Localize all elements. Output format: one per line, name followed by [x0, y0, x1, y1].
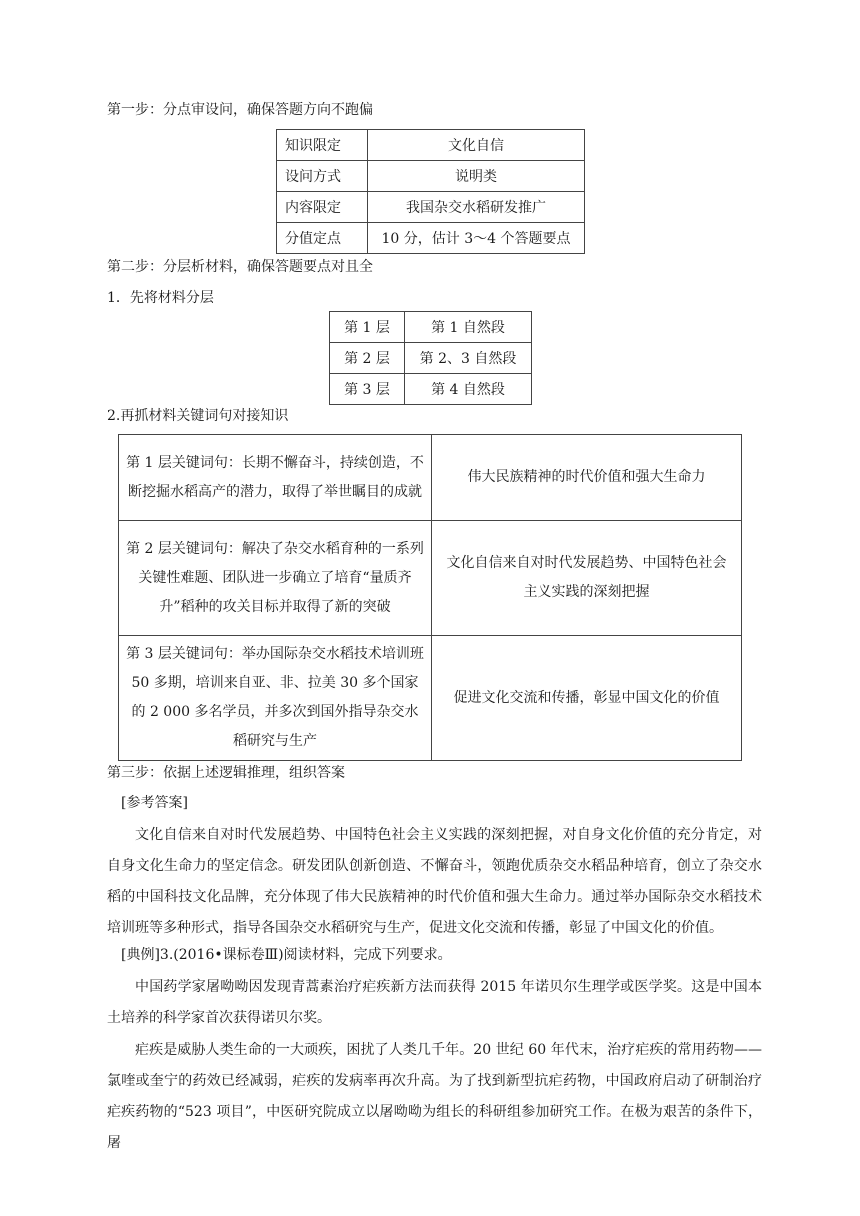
- table-row: [119, 521, 742, 636]
- example-title: [典例]3.(2016•课标卷Ⅲ)阅读材料，完成下列要求。: [121, 947, 452, 963]
- table-row: [277, 130, 585, 161]
- material-paragraph-1: 中国药学家屠呦呦因发现青蒿素治疗疟疾新方法而获得 2015 年诺贝尔生理学或医学奖。这是中国本土培养的科学家首次获得诺贝尔奖。: [107, 979, 762, 1026]
- table-cell: 10 分，估计 3～4 个答题要点: [368, 223, 585, 254]
- keyword-cell: 第 1 层关键词句：长期不懈奋斗，持续创造，不断挖掘水稻高产的潜力，取得了举世瞩目的成就: [119, 435, 432, 521]
- table-row: [330, 312, 532, 343]
- table-row: [277, 192, 585, 223]
- table-row: [330, 343, 532, 374]
- step-3-heading: 第三步：依据上述逻辑推理，组织答案: [107, 765, 345, 781]
- step-2-heading: 第二步：分层析材料，确保答题要点对且全: [107, 259, 373, 275]
- table-cell: 第 4 自然段: [405, 374, 532, 405]
- table-cell: 说明类: [368, 161, 585, 192]
- reference-answer: 文化自信来自对时代发展趋势、中国特色社会主义实践的深刻把握，对自身文化价值的充分肯定，对自身文化生命力的坚定信念。研发团队创新创造、不懈奋斗，领跑优质杂交水稻品种培育，创立了杂交水稻的中国科技文化品牌，充分体现了伟大民族精神的时代价值和强大生命力。通过举办国际杂交水稻技术培训班等多种形式，指导各国杂交水稻研究与生产，促进文化交流和传播，彰显了中国文化的价值。: [107, 827, 762, 936]
- step-1-heading: 第一步：分点审设问，确保答题方向不跑偏: [107, 102, 373, 118]
- table-cell: 内容限定: [277, 192, 368, 223]
- knowledge-cell: 促进文化交流和传播，彰显中国文化的价值: [432, 636, 742, 761]
- table-row: [277, 223, 585, 254]
- keyword-cell: 第 2 层关键词句：解决了杂交水稻育种的一系列关键性难题、团队进一步确立了培育“量质齐升”稻种的攻关目标并取得了新的突破: [119, 521, 432, 636]
- table-cell: 分值定点: [277, 223, 368, 254]
- table-cell: 第 1 层: [330, 312, 405, 343]
- sub-heading-1: 1．先将材料分层: [107, 290, 214, 306]
- table-row: [119, 435, 742, 521]
- table-cell: 设问方式: [277, 161, 368, 192]
- table-cell: 第 1 自然段: [405, 312, 532, 343]
- table-cell: 第 2 层: [330, 343, 405, 374]
- table-row: [330, 374, 532, 405]
- keyword-knowledge-table: [118, 434, 742, 761]
- table-cell: 我国杂交水稻研发推广: [368, 192, 585, 223]
- table-row: [277, 161, 585, 192]
- answer-label: [参考答案]: [121, 795, 188, 811]
- material-paragraph-2: 疟疾是威胁人类生命的一大顽疾，困扰了人类几千年。20 世纪 60 年代末，治疗疟疾的常用药物——氯喹或奎宁的药效已经减弱，疟疾的发病率再次升高。为了找到新型抗疟药物，中国政府启动了研制治疗疟疾药物的“523 项目”，中医研究院成立以屠呦呦为组长的科研组参加研究工作。在极为艰苦的条件下，屠: [107, 1042, 762, 1151]
- table-cell: 第 3 层: [330, 374, 405, 405]
- table-row: [119, 636, 742, 761]
- knowledge-cell: 伟大民族精神的时代价值和强大生命力: [432, 435, 742, 521]
- table-cell: 知识限定: [277, 130, 368, 161]
- question-analysis-table: [276, 129, 585, 254]
- table-cell: 第 2、3 自然段: [405, 343, 532, 374]
- table-cell: 文化自信: [368, 130, 585, 161]
- keyword-cell: 第 3 层关键词句：举办国际杂交水稻技术培训班 50 多期，培训来自亚、非、拉美 30 多个国家的 2 000 多名学员，并多次到国外指导杂交水稻研究与生产: [119, 636, 432, 761]
- knowledge-cell: 文化自信来自对时代发展趋势、中国特色社会主义实践的深刻把握: [432, 521, 742, 636]
- sub-heading-2: 2.再抓材料关键词句对接知识: [107, 408, 289, 424]
- layer-table: [329, 311, 532, 405]
